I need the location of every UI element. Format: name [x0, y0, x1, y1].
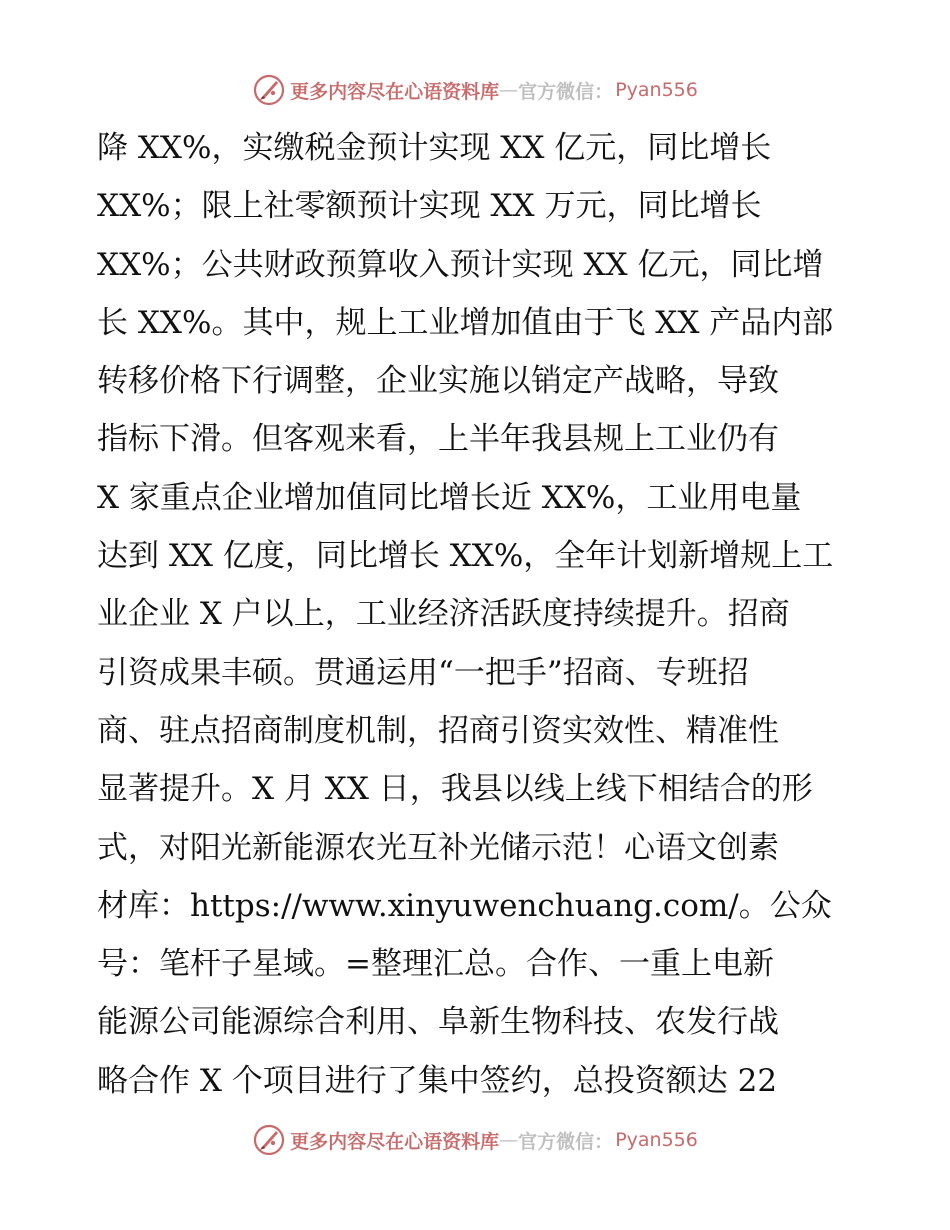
quill-logo-icon [252, 73, 286, 107]
text-line: 引资成果丰硕。贯通运用“一把手”招商、专班招 [97, 654, 749, 691]
text-line: 略合作 X 个项目进行了集中签约，总投资额达 22 [97, 1062, 778, 1099]
text-line: 号：笔杆子星域。=整理汇总。合作、一重上电新 [97, 946, 774, 983]
body-paragraph [97, 119, 857, 1110]
footer-banner [0, 1120, 950, 1160]
text-line: 降 XX%，实缴税金预计实现 XX 亿元，同比增长 [97, 130, 772, 166]
header-wechat-id: Pyan556 [615, 79, 698, 101]
text-line: XX%；限上社零额预计实现 XX 万元，同比增长 [97, 188, 762, 225]
header-brand-text: 更多内容尽在心语资料库 [290, 80, 500, 103]
text-line: 能源公司能源综合利用、阜新生物科技、农发行战 [97, 1004, 779, 1041]
text-line: 商、驻点招商制度机制，招商引资实效性、精准性 [97, 712, 779, 749]
header-banner [0, 70, 950, 110]
footer-brand-text: 更多内容尽在心语资料库 [290, 1130, 500, 1153]
text-line: 材库：https://www.xinyuwenchuang.com/。公众 [97, 887, 832, 924]
text-line: XX%；公共财政预算收入预计实现 XX 亿元，同比增 [97, 246, 824, 283]
footer-wechat-id: Pyan556 [615, 1129, 698, 1151]
text-line: 达到 XX 亿度，同比增长 XX%，全年计划新增规上工 [97, 538, 834, 575]
header-official-label: 官方微信： [518, 80, 614, 103]
quill-logo-icon [252, 1123, 286, 1157]
footer-dash: — [499, 1129, 519, 1151]
footer-official-label: 官方微信： [518, 1130, 614, 1153]
text-line: 显著提升。X 月 XX 日，我县以线上线下相结合的形 [97, 771, 813, 808]
text-line: 长 XX%。其中，规上工业增加值由于飞 XX 产品内部 [97, 304, 834, 341]
text-line: 业企业 X 户以上，工业经济活跃度持续提升。招商 [97, 596, 790, 633]
text-line: 式，对阳光新能源农光互补光储示范！心语文创素 [97, 829, 779, 866]
text-line: 指标下滑。但客观来看，上半年我县规上工业仍有 [97, 421, 779, 458]
text-line: 转移价格下行调整，企业实施以销定产战略，导致 [97, 363, 779, 400]
text-line: X 家重点企业增加值同比增长近 XX%，工业用电量 [97, 479, 802, 516]
header-dash: — [499, 79, 519, 101]
